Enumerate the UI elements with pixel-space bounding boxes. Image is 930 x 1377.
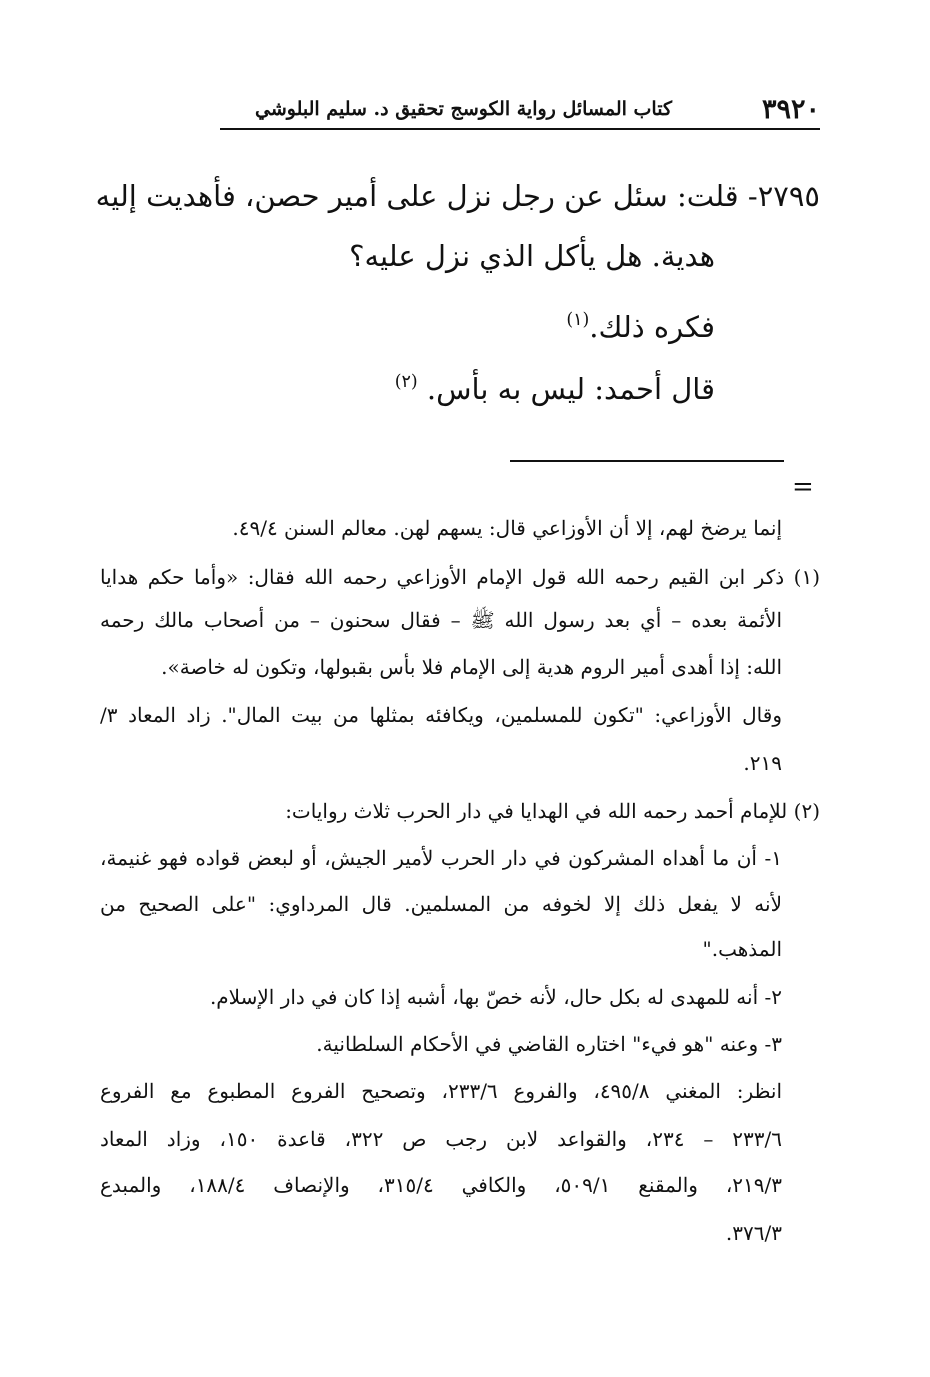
footnote-line: ٢- أنه للمهدى له بكل حال، لأنه خصّ بها، أشبه إذا كان في دار الإسلام. xyxy=(209,985,782,1009)
continuation-mark: = xyxy=(792,472,814,502)
footnote-line: ٣٧٦/٣. xyxy=(725,1221,782,1245)
main-line: ٢٧٩٥- قلت: سئل عن رجل نزل على أمير حصن، فأهديت إليه xyxy=(95,179,820,213)
footnote-line: المذهب." xyxy=(702,937,782,961)
book-title: كتاب المسائل رواية الكوسج تحقيق د. سليم البلوشي xyxy=(255,98,672,120)
footnote-line: ١- أن ما أهداه المشركون في دار الحرب لأمير الجيش، أو لبعض قواده فهو غنيمة، xyxy=(100,846,782,870)
footnote-line: الله: إذا أهدى أمير الروم هدية إلى الإمام فلا بأس بقبولها، وتكون له خاصة». xyxy=(161,655,782,679)
main-line: هدية. هل يأكل الذي نزل عليه؟ xyxy=(349,239,715,273)
footnote-line: وقال الأوزاعي: "تكون للمسلمين، ويكافئه بمثلها من بيت المال". زاد المعاد ٣/ xyxy=(100,703,782,727)
footnote-ref: (٢) xyxy=(394,372,418,392)
running-header xyxy=(220,92,820,128)
footnote-line: ٢٣٣/٦ – ٢٣٤، والقواعد لابن رجب ص ٣٢٢، قاعدة ١٥٠، وزاد المعاد xyxy=(100,1127,783,1151)
header-rule xyxy=(220,128,820,130)
footnote-line: ٣- وعنه "هو فيء" اختاره القاضي في الأحكام السلطانية. xyxy=(316,1032,782,1056)
footnote-line: الأئمة بعده – أي بعد رسول الله ﷺ – فقال سحنون – من أصحاب مالك رحمه xyxy=(100,608,782,632)
footnote-line: (٢) للإمام أحمد رحمه الله في الهدايا في دار الحرب ثلاث روايات: xyxy=(285,799,820,823)
footnote-line: إنما يرضخ لهم، إلا أن الأوزاعي قال: يسهم لهن. معالم السنن ٤٩/٤. xyxy=(232,516,782,540)
main-line xyxy=(395,362,715,409)
footnote-separator xyxy=(510,460,784,462)
footnote-ref: (١) xyxy=(566,310,590,330)
footnote-line: انظر: المغني ٤٩٥/٨، والفروع ٢٣٣/٦، وتصحيح الفروع المطبوع مع الفروع xyxy=(100,1079,783,1103)
footnote-line: ٢١٩. xyxy=(743,751,782,775)
footnote-line: لأنه لا يفعل ذلك إلا لخوفه من المسلمين. قال المرداوي: "على الصحيح من xyxy=(100,892,782,916)
footnote-line: (١) ذكر ابن القيم رحمه الله قول الإمام الأوزاعي رحمه الله فقال: «وأما حكم هدايا xyxy=(100,565,820,589)
main-line-text: فكره ذلك. xyxy=(589,310,715,345)
footnote-line: ٢١٩/٣، والمقنع ٥٠٩/١، والكافي ٣١٥/٤، والإنصاف ١٨٨/٤، والمبدع xyxy=(100,1173,782,1197)
main-line xyxy=(566,300,715,347)
main-line-text: قال أحمد: ليس به بأس. xyxy=(426,372,715,407)
page-number: ٣٩٢٠ xyxy=(761,94,820,125)
